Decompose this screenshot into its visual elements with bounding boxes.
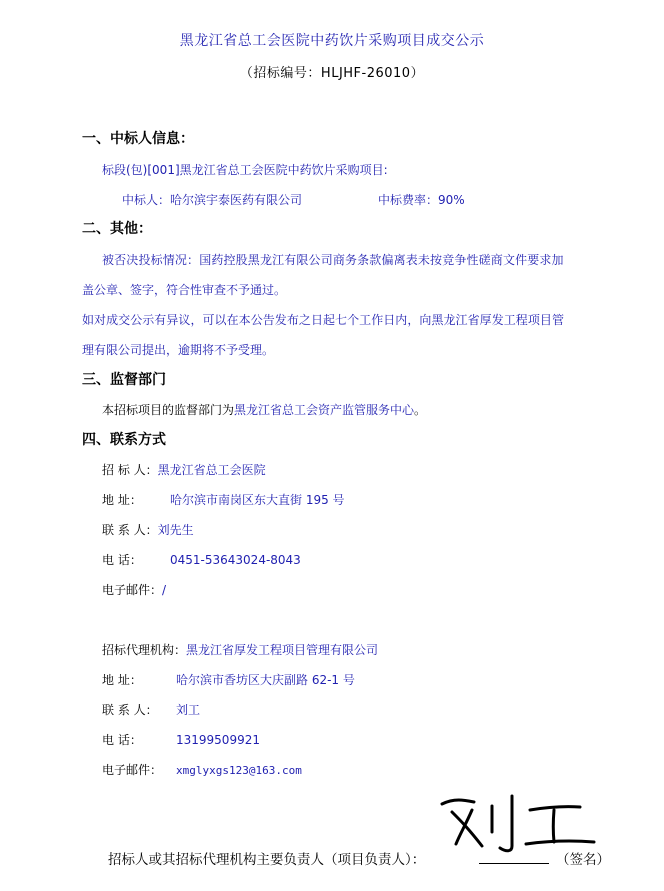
supervision-text [102,401,426,418]
agency-contact-value: 刘工 [176,703,201,717]
rejection-para-line1: 被否决投标情况：国药控股黑龙江有限公司商务条款偏离表未按竞争性磋商文件要求加 [102,253,564,267]
rate-value: 90% [438,193,465,207]
section-1-heading: 一、中标人信息： [82,131,194,147]
signature-line [479,863,549,864]
agency-name-value: 黑龙江省厚发工程项目管理有限公司 [186,643,379,657]
tenderer-name-label: 招 标 人： [102,463,158,477]
supervision-prefix: 本招标项目的监督部门为 [102,403,235,417]
tenderer-name-row [102,461,266,478]
agency-address-row [102,671,355,688]
rate-line [378,191,465,208]
tenderer-phone-label: 电 话： [102,553,142,567]
section-3-heading: 三、监督部门 [82,372,166,388]
tenderer-contact-label: 联 系 人： [102,523,158,537]
objection-para-line1: 如对成交公示有异议，可以在本公告发布之日起七个工作日内，向黑龙江省厚发工程项目管 [82,313,565,327]
document-title: 黑龙江省总工会医院中药饮片采购项目成交公示 [179,33,485,49]
tenderer-phone-row [102,551,301,568]
agency-name-row [102,641,378,658]
rate-label: 中标费率： [378,193,439,207]
tenderer-address-label: 地 址： [102,493,142,507]
supervision-suffix: 。 [414,403,427,417]
supervision-department: 黑龙江省总工会资产监管服务中心 [234,403,415,417]
agency-address-value: 哈尔滨市香坊区大庆副路 62-1 号 [176,673,355,687]
agency-phone-label: 电 话： [102,733,142,747]
winner-value: 哈尔滨宇泰医药有限公司 [170,193,303,207]
agency-name-label: 招标代理机构： [102,643,187,657]
signature-suffix: （签名） [556,852,610,868]
section-2-heading: 二、其他： [82,221,152,237]
agency-email-row [102,761,302,778]
tenderer-contact-value: 刘先生 [157,523,194,537]
tenderer-address-value: 哈尔滨市南岗区东大直街 195 号 [170,493,345,507]
agency-phone-value: 13199509921 [176,733,260,747]
tender-number: （招标编号：HLJHF-26010） [239,66,425,81]
agency-contact-row [102,701,200,718]
tenderer-email-row [102,581,166,598]
winner-line [122,191,302,208]
tenderer-contact-row [102,521,194,538]
tenderer-name-value: 黑龙江省总工会医院 [157,463,266,477]
tenderer-email-value: / [162,583,167,597]
section-4-heading: 四、联系方式 [82,432,166,448]
signature-label: 招标人或其招标代理机构主要负责人（项目负责人）： [108,852,426,868]
agency-email-value: xmglyxgs123@163.com [176,764,302,777]
agency-contact-label: 联 系 人： [102,703,158,717]
winner-label: 中标人： [122,193,171,207]
tenderer-phone-value: 0451-53643024-8043 [170,553,301,567]
objection-para-line2: 理有限公司提出，逾期将不予受理。 [82,343,275,357]
agency-address-label: 地 址： [102,673,142,687]
tenderer-address-row [102,491,345,508]
agency-phone-row [102,731,260,748]
lot-line: 标段(包)[001]黑龙江省总工会医院中药饮片采购项目: [102,163,388,177]
rejection-para-line2: 盖公章、签字，符合性审查不予通过。 [82,283,287,297]
tenderer-email-label: 电子邮件： [102,583,163,597]
agency-email-label: 电子邮件： [102,763,163,777]
